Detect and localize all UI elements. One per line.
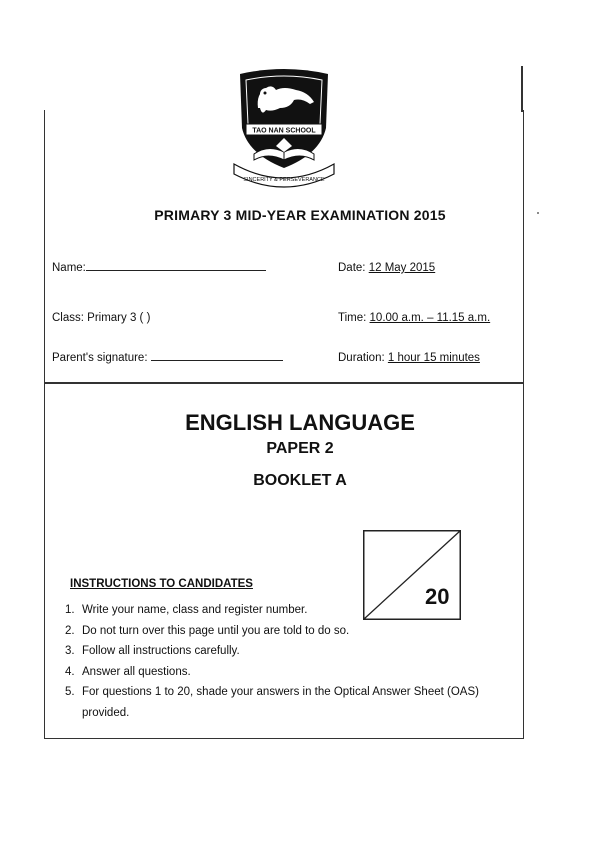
instructions-list — [65, 600, 505, 723]
instruction-text: Follow all instructions carefully. — [82, 645, 240, 657]
instruction-text: Do not turn over this page until you are told to do so. — [82, 624, 350, 637]
subject-title: ENGLISH LANGUAGE — [185, 410, 415, 435]
date-label: Date: — [338, 262, 366, 274]
instruction-text: Answer all questions. — [82, 665, 191, 678]
instruction-item — [65, 600, 505, 621]
instruction-item — [65, 682, 522, 723]
time-value: 10.00 a.m. – 11.15 a.m. — [369, 312, 491, 324]
section-divider — [44, 382, 524, 384]
name-label: Name: — [52, 262, 86, 274]
instruction-text: For questions 1 to 20, shade your answers in the Optical Answer Sheet (OAS) provided. — [82, 686, 479, 719]
instruction-number: 5. — [65, 686, 75, 698]
date-value: 12 May 2015 — [368, 262, 436, 274]
date-field — [338, 262, 435, 274]
paper-number: PAPER 2 — [266, 440, 334, 457]
instruction-item — [65, 621, 505, 642]
time-field — [338, 312, 490, 324]
crest-school-name: TAO NAN SCHOOL — [252, 127, 316, 135]
class-label: Class: Primary 3 ( ) — [52, 312, 151, 324]
duration-field — [338, 352, 480, 364]
parent-signature-label: Parent's signature: — [52, 352, 148, 364]
parent-signature-blank[interactable] — [151, 360, 283, 361]
duration-value: 1 hour 15 minutes — [387, 352, 480, 364]
name-field — [52, 262, 266, 274]
instruction-number: 3. — [65, 645, 75, 657]
instruction-item — [65, 662, 505, 683]
crest-motto: SINCERITY & PERSEVERANCE — [243, 177, 325, 183]
instruction-number: 2. — [65, 624, 75, 637]
instruction-item — [65, 641, 505, 662]
time-label: Time: — [338, 312, 367, 324]
parent-signature-field — [52, 352, 283, 364]
exam-title: PRIMARY 3 MID-YEAR EXAMINATION 2015 — [154, 207, 446, 223]
school-crest-logo — [232, 68, 336, 188]
duration-label: Duration: — [338, 352, 385, 364]
instructions-heading: INSTRUCTIONS TO CANDIDATES — [70, 578, 253, 590]
frame-right-edge-top — [521, 66, 523, 112]
instruction-text: Write your name, class and register number. — [82, 604, 308, 616]
score-total: 20 — [425, 584, 450, 609]
name-blank[interactable] — [86, 270, 266, 271]
instruction-number: 4. — [65, 665, 75, 678]
booklet-label: BOOKLET A — [253, 472, 347, 489]
instruction-number: 1. — [65, 604, 75, 616]
class-field — [52, 312, 150, 324]
